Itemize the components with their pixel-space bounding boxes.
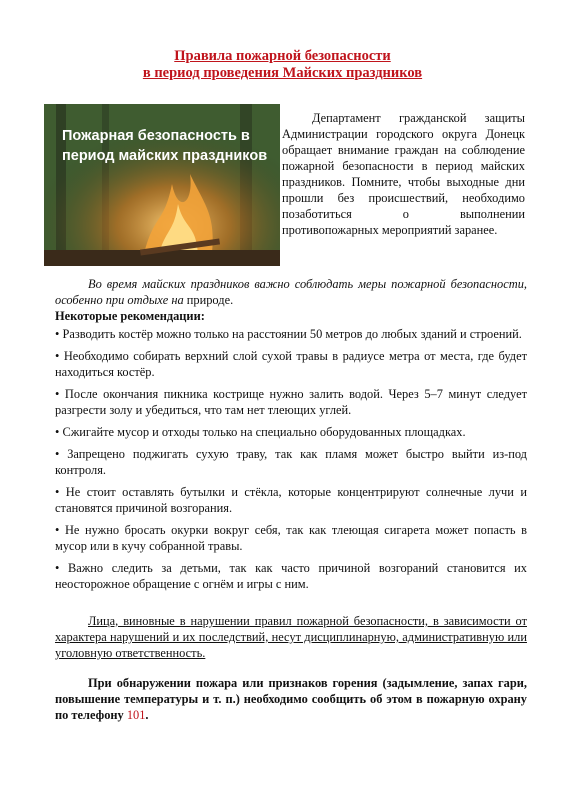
intro-paragraph: Департамент гражданской защиты Администрации городского округа Донецк обращает внимание граждан на соблюдение пожарной безопасности в период майских праздников. Помните, чтобы выходные дни прошли без происшествий, необходимо позаботиться о выполнении противопожарных мероприятий заранее. [282,111,525,237]
bullet-icon: • [55,327,60,341]
title-line-2: в период проведения Майских праздников [142,65,423,81]
title-line-1: Правила пожарной безопасности [174,48,391,64]
bullet-icon: • [55,387,60,401]
bullet-icon: • [55,447,60,461]
recommendation-item [55,484,527,516]
recommendation-text: Важно следить за детьми, так как часто причиной возгораний становится их неосторожное обращение с огнём и игры с ним. [55,561,527,591]
lead-italic-text: Во время майских праздников важно соблюдать меры пожарной безопасности, особенно при отдыхе на [55,277,527,307]
fire-report-text: При обнаружении пожара или признаков горения (задымление, запах гари, повышение температуры и т. п.) необходимо сообщить об этом в пожарную охрану по телефону [55,676,527,722]
phone-number: 101 [126,708,146,722]
image-caption: Пожарная безопасность в период майских праздников [62,128,268,164]
recommendation-item [55,326,527,342]
bullet-icon: • [55,349,60,363]
recommendation-text: Запрещено поджигать сухую траву, так как пламя может быстро выйти из-под контроля. [55,447,527,477]
lead-paragraph [55,276,527,308]
recommendation-text: Разводить костёр можно только на расстоянии 50 метров до любых зданий и строений. [62,327,522,341]
fire-report-end: . [145,708,149,722]
fire-report-notice [55,675,527,723]
recommendation-text: Не нужно бросать окурки вокруг себя, так как тлеющая сигарета может попасть в мусор или в кучу собранной травы. [55,523,527,553]
recommendation-item [55,522,527,554]
recommendation-item [55,446,527,478]
recommendations-list [55,326,527,598]
liability-notice: Лица, виновные в нарушении правил пожарной безопасности, в зависимости от характера нарушений и их последствий, несут дисциплинарную, административную или уголовную ответственность. [55,614,527,660]
recommendation-item [55,424,527,440]
document-title [60,48,505,82]
recommendation-text: Не стоит оставлять бутылки и стёкла, которые концентрируют солнечные лучи и становятся причиной возгорания. [55,485,527,515]
lead-regular-text: природе. [183,293,234,307]
recommendation-text: Сжигайте мусор и отходы только на специально оборудованных площадках. [62,425,466,439]
recommendation-item [55,560,527,592]
recommendations-heading: Некоторые рекомендации: [55,309,205,323]
recommendation-text: Необходимо собирать верхний слой сухой травы в радиусе метра от места, где будет находиться костёр. [55,349,527,379]
bullet-icon: • [55,561,60,575]
recommendation-item [55,386,527,418]
bullet-icon: • [55,485,60,499]
bullet-icon: • [55,425,60,439]
recommendation-text: После окончания пикника кострище нужно залить водой. Через 5–7 минут следует разгрести золу и убедиться, что там нет тлеющих углей. [55,387,527,417]
bullet-icon: • [55,523,60,537]
fire-safety-image [44,104,280,266]
recommendation-item [55,348,527,380]
